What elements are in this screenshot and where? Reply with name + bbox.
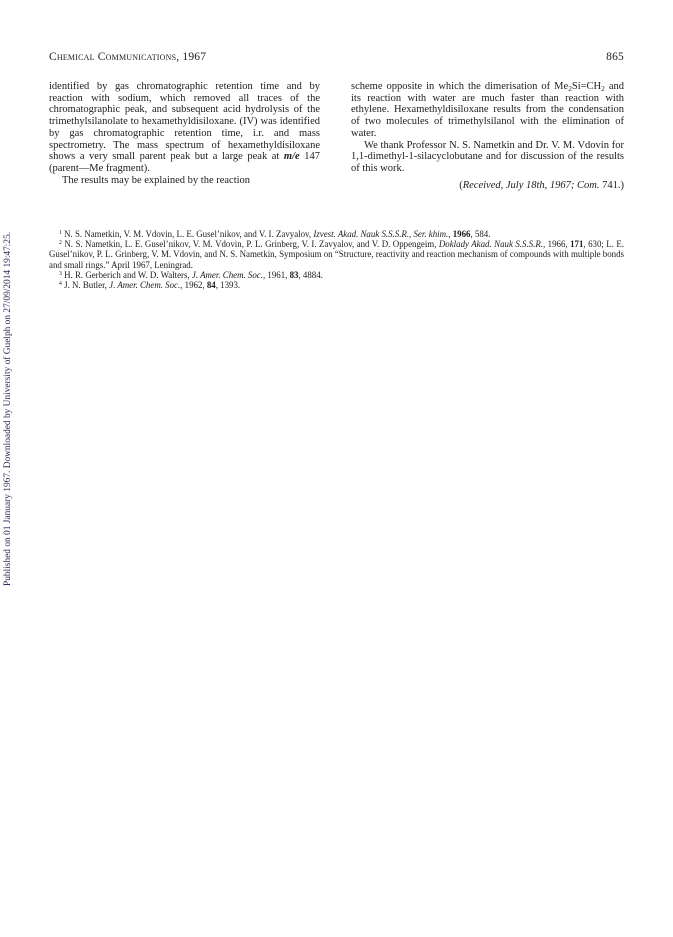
com-label: Com. (577, 179, 600, 191)
received-label: Received, July 18th, 1967; (462, 179, 578, 191)
reference-1 (49, 229, 624, 239)
left-paragraph-1-tail: 147 (parent—Me fragment). (49, 151, 320, 174)
reference-volume: 171 (570, 239, 584, 250)
left-column (49, 81, 320, 186)
left-paragraph-2: The results may be explained by the reaction (62, 174, 251, 186)
reference-journal: J. Amer. Chem. Soc. (109, 280, 181, 291)
reference-separator: , (448, 229, 453, 239)
right-paragraph-1-c: and its reaction with water are much faster than reaction with ethylene. Hexamethyldisiloxane results from the condensation of two molecules of trimethylsilanol with the elimination of water. (351, 81, 624, 139)
reference-number: 4 (59, 281, 62, 288)
reference-number: 1 (59, 230, 62, 236)
reference-year: , 1962, (180, 280, 207, 291)
reference-2 (49, 239, 624, 270)
download-watermark (1, 156, 15, 586)
references (49, 229, 624, 290)
right-paragraph-1 (351, 81, 624, 140)
reference-volume: 83 (289, 269, 299, 280)
reference-journal: Izvest. Akad. Nauk S.S.S.R., Ser. khim. (313, 229, 449, 239)
journal-title: Chemical Communications, 1967 (49, 51, 207, 63)
reference-number: 3 (59, 270, 62, 277)
reference-pages: , 584. (470, 229, 491, 239)
reference-journal: Doklady Akad. Nauk S.S.S.R. (438, 239, 543, 250)
reference-year: , 1961, (262, 269, 290, 280)
page-number: 865 (606, 51, 624, 63)
right-paragraph-1-b: Si=CH (571, 81, 602, 92)
left-paragraph-1 (49, 81, 320, 175)
reference-pages: , 630; L. E. Gusel’nikov, P. L. Grinberg, V. M. Vdovin, and N. S. Nametkin, Symposium on “Structure, reactivity and reaction mechanism of compounds with multiple bonds and small rings.” April 1967, Leningrad. (49, 239, 625, 270)
reference-authors: N. S. Nametkin, L. E. Gusel’nikov, V. M. Vdovin, P. L. Grinberg, V. I. Zavyalov, and V. D. Oppengeim, (64, 239, 439, 250)
reference-4 (49, 280, 624, 290)
reference-authors: J. N. Butler, (64, 280, 110, 291)
reference-3 (49, 270, 624, 280)
reference-year: 1966 (452, 229, 471, 239)
left-paragraph-1-text: identified by gas chromatographic retention time and by reaction with sodium, which removed all traces of the chromatographic peak, and subsequent acid hydrolysis of the trimethylsilanolate to hexamethyldisiloxane. (IV) was identified by gas chromatographic retention time, i.r. and mass spectrometry. The mass spectrum of hexamethyldisiloxane shows a very small parent peak but a large peak at (49, 81, 320, 163)
download-watermark-text: Published on 01 January 1967. Downloaded by University of Guelph on 27/09/2014 19:47:25. (3, 231, 13, 586)
running-head (49, 51, 624, 67)
reference-pages: , 4884. (298, 269, 323, 280)
right-column (351, 81, 624, 191)
reference-volume: 84 (206, 280, 216, 291)
mass-to-charge-label: m/e (283, 151, 300, 163)
reference-year: , 1966, (542, 239, 571, 250)
acknowledgement: We thank Professor N. S. Nametkin and Dr. V. M. Vdovin for 1,1-dimethyl-1-silacyclobutane and for discussion of the results of this work. (351, 139, 624, 174)
received-open-paren: ( (459, 179, 463, 191)
reference-pages: , 1393. (215, 280, 241, 291)
reference-number: 2 (59, 240, 62, 247)
com-number: 741.) (599, 179, 624, 191)
right-paragraph-1-a: scheme opposite in which the dimerisation of Me (351, 81, 569, 92)
reference-journal: J. Amer. Chem. Soc. (191, 269, 263, 280)
reference-authors: H. R. Gerberich and W. D. Walters, (64, 269, 192, 280)
subscript-2a: 2 (568, 84, 572, 93)
received-date (351, 180, 624, 192)
subscript-2b: 2 (601, 84, 605, 93)
reference-authors: N. S. Nametkin, V. M. Vdovin, L. E. Gusel’nikov, and V. I. Zavyalov, (64, 229, 314, 239)
